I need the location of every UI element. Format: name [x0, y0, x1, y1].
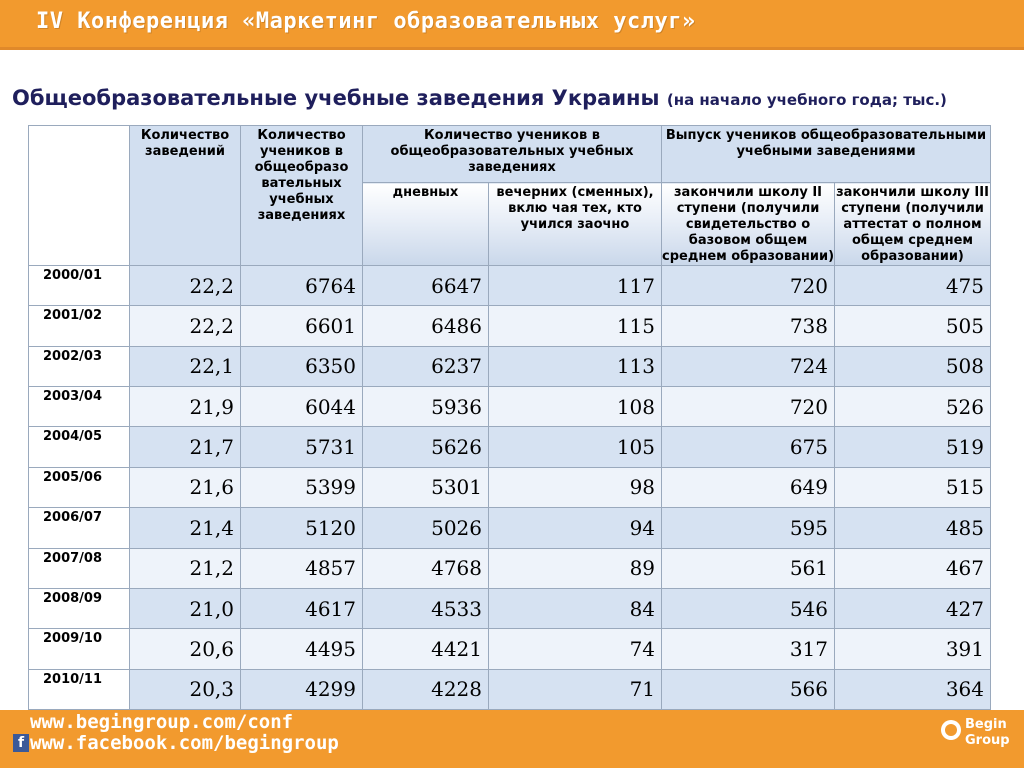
- page-title-main: Общеобразовательные учебные заведения Украины: [12, 86, 660, 110]
- grad2-cell: 561: [662, 548, 835, 588]
- year-cell: 2002/03: [29, 346, 130, 386]
- institutions-cell: 22,2: [130, 306, 241, 346]
- students-group-header: Количество учеников в общеобразовательных учебных заведениях: [363, 126, 662, 183]
- evening-cell: 74: [489, 629, 662, 669]
- page-title: [12, 86, 947, 110]
- table-row: [29, 306, 991, 346]
- logo-mark-icon: [941, 720, 961, 740]
- table-row: [29, 629, 991, 669]
- students-cell: 6044: [241, 387, 363, 427]
- students-cell: 4299: [241, 669, 363, 709]
- year-cell: 2004/05: [29, 427, 130, 467]
- day-cell: 4533: [363, 588, 489, 628]
- students-cell: 5399: [241, 467, 363, 507]
- students-cell: 5120: [241, 508, 363, 548]
- day-column-header: дневных: [363, 183, 489, 266]
- grad3-cell: 427: [835, 588, 991, 628]
- table-row: [29, 588, 991, 628]
- evening-cell: 89: [489, 548, 662, 588]
- institutions-cell: 21,7: [130, 427, 241, 467]
- day-cell: 6486: [363, 306, 489, 346]
- grad2-cell: 675: [662, 427, 835, 467]
- institutions-cell: 20,3: [130, 669, 241, 709]
- conference-url-link[interactable]: www.begingroup.com/conf: [30, 711, 294, 733]
- table-body: [29, 266, 991, 710]
- institutions-cell: 22,2: [130, 266, 241, 306]
- day-cell: 5301: [363, 467, 489, 507]
- day-cell: 4421: [363, 629, 489, 669]
- grad3-cell: 485: [835, 508, 991, 548]
- institutions-cell: 20,6: [130, 629, 241, 669]
- day-cell: 6647: [363, 266, 489, 306]
- grad3-cell: 475: [835, 266, 991, 306]
- year-cell: 2005/06: [29, 467, 130, 507]
- evening-cell: 113: [489, 346, 662, 386]
- grad3-cell: 508: [835, 346, 991, 386]
- evening-cell: 105: [489, 427, 662, 467]
- institutions-cell: 21,4: [130, 508, 241, 548]
- grad2-cell: 649: [662, 467, 835, 507]
- grad2-cell: 546: [662, 588, 835, 628]
- footer-bar: [0, 710, 1024, 768]
- evening-cell: 71: [489, 669, 662, 709]
- institutions-column-header: Количество заведений: [130, 126, 241, 266]
- grad3-cell: 364: [835, 669, 991, 709]
- table-row: [29, 427, 991, 467]
- students-cell: 4857: [241, 548, 363, 588]
- facebook-icon[interactable]: f: [13, 734, 29, 752]
- students-cell: 4495: [241, 629, 363, 669]
- year-cell: 2000/01: [29, 266, 130, 306]
- graduates-group-header: Выпуск учеников общеобразовательными учебными заведениями: [662, 126, 991, 183]
- grad2-column-header: закончили школу II ступени (получили свидетельство о базовом общем среднем образовании): [662, 183, 835, 266]
- institutions-cell: 21,0: [130, 588, 241, 628]
- conference-title: IV Конференция «Маркетинг образовательных услуг»: [36, 9, 696, 34]
- facebook-url-link[interactable]: www.facebook.com/begingroup: [30, 732, 339, 754]
- grad2-cell: 595: [662, 508, 835, 548]
- grad2-cell: 566: [662, 669, 835, 709]
- top-banner: [0, 0, 1024, 50]
- grad2-cell: 724: [662, 346, 835, 386]
- year-cell: 2007/08: [29, 548, 130, 588]
- year-column-header: [29, 126, 130, 266]
- institutions-cell: 21,9: [130, 387, 241, 427]
- students-cell: 5731: [241, 427, 363, 467]
- page-title-sub: (на начало учебного года; тыс.): [666, 91, 947, 109]
- day-cell: 4228: [363, 669, 489, 709]
- grad3-cell: 515: [835, 467, 991, 507]
- table-row: [29, 346, 991, 386]
- year-cell: 2001/02: [29, 306, 130, 346]
- table-row: [29, 467, 991, 507]
- table-row: [29, 387, 991, 427]
- evening-column-header: вечерних (сменных), вклю чая тех, кто учился заочно: [489, 183, 662, 266]
- year-cell: 2010/11: [29, 669, 130, 709]
- logo-line-1: Begin: [965, 717, 1007, 732]
- evening-cell: 84: [489, 588, 662, 628]
- grad2-cell: 720: [662, 266, 835, 306]
- begin-group-logo: [937, 714, 1015, 762]
- year-cell: 2003/04: [29, 387, 130, 427]
- day-cell: 6237: [363, 346, 489, 386]
- students-column-header: Количество учеников в общеобразо вательных учебных заведениях: [241, 126, 363, 266]
- evening-cell: 98: [489, 467, 662, 507]
- table-row: [29, 669, 991, 709]
- day-cell: 4768: [363, 548, 489, 588]
- institutions-cell: 22,1: [130, 346, 241, 386]
- year-cell: 2009/10: [29, 629, 130, 669]
- evening-cell: 94: [489, 508, 662, 548]
- grad3-cell: 519: [835, 427, 991, 467]
- data-table-wrapper: [28, 125, 990, 710]
- year-cell: 2008/09: [29, 588, 130, 628]
- year-cell: 2006/07: [29, 508, 130, 548]
- students-cell: 6350: [241, 346, 363, 386]
- day-cell: 5626: [363, 427, 489, 467]
- institutions-cell: 21,6: [130, 467, 241, 507]
- grad3-cell: 505: [835, 306, 991, 346]
- grad3-cell: 526: [835, 387, 991, 427]
- schools-table: [28, 125, 991, 710]
- grad3-column-header: закончили школу III ступени (получили аттестат о полном общем среднем образовании): [835, 183, 991, 266]
- grad3-cell: 467: [835, 548, 991, 588]
- students-cell: 6764: [241, 266, 363, 306]
- grad3-cell: 391: [835, 629, 991, 669]
- evening-cell: 117: [489, 266, 662, 306]
- logo-line-2: Group: [965, 733, 1010, 748]
- grad2-cell: 738: [662, 306, 835, 346]
- table-row: [29, 548, 991, 588]
- evening-cell: 108: [489, 387, 662, 427]
- table-row: [29, 266, 991, 306]
- institutions-cell: 21,2: [130, 548, 241, 588]
- students-cell: 4617: [241, 588, 363, 628]
- day-cell: 5936: [363, 387, 489, 427]
- evening-cell: 115: [489, 306, 662, 346]
- grad2-cell: 720: [662, 387, 835, 427]
- grad2-cell: 317: [662, 629, 835, 669]
- table-row: [29, 508, 991, 548]
- students-cell: 6601: [241, 306, 363, 346]
- day-cell: 5026: [363, 508, 489, 548]
